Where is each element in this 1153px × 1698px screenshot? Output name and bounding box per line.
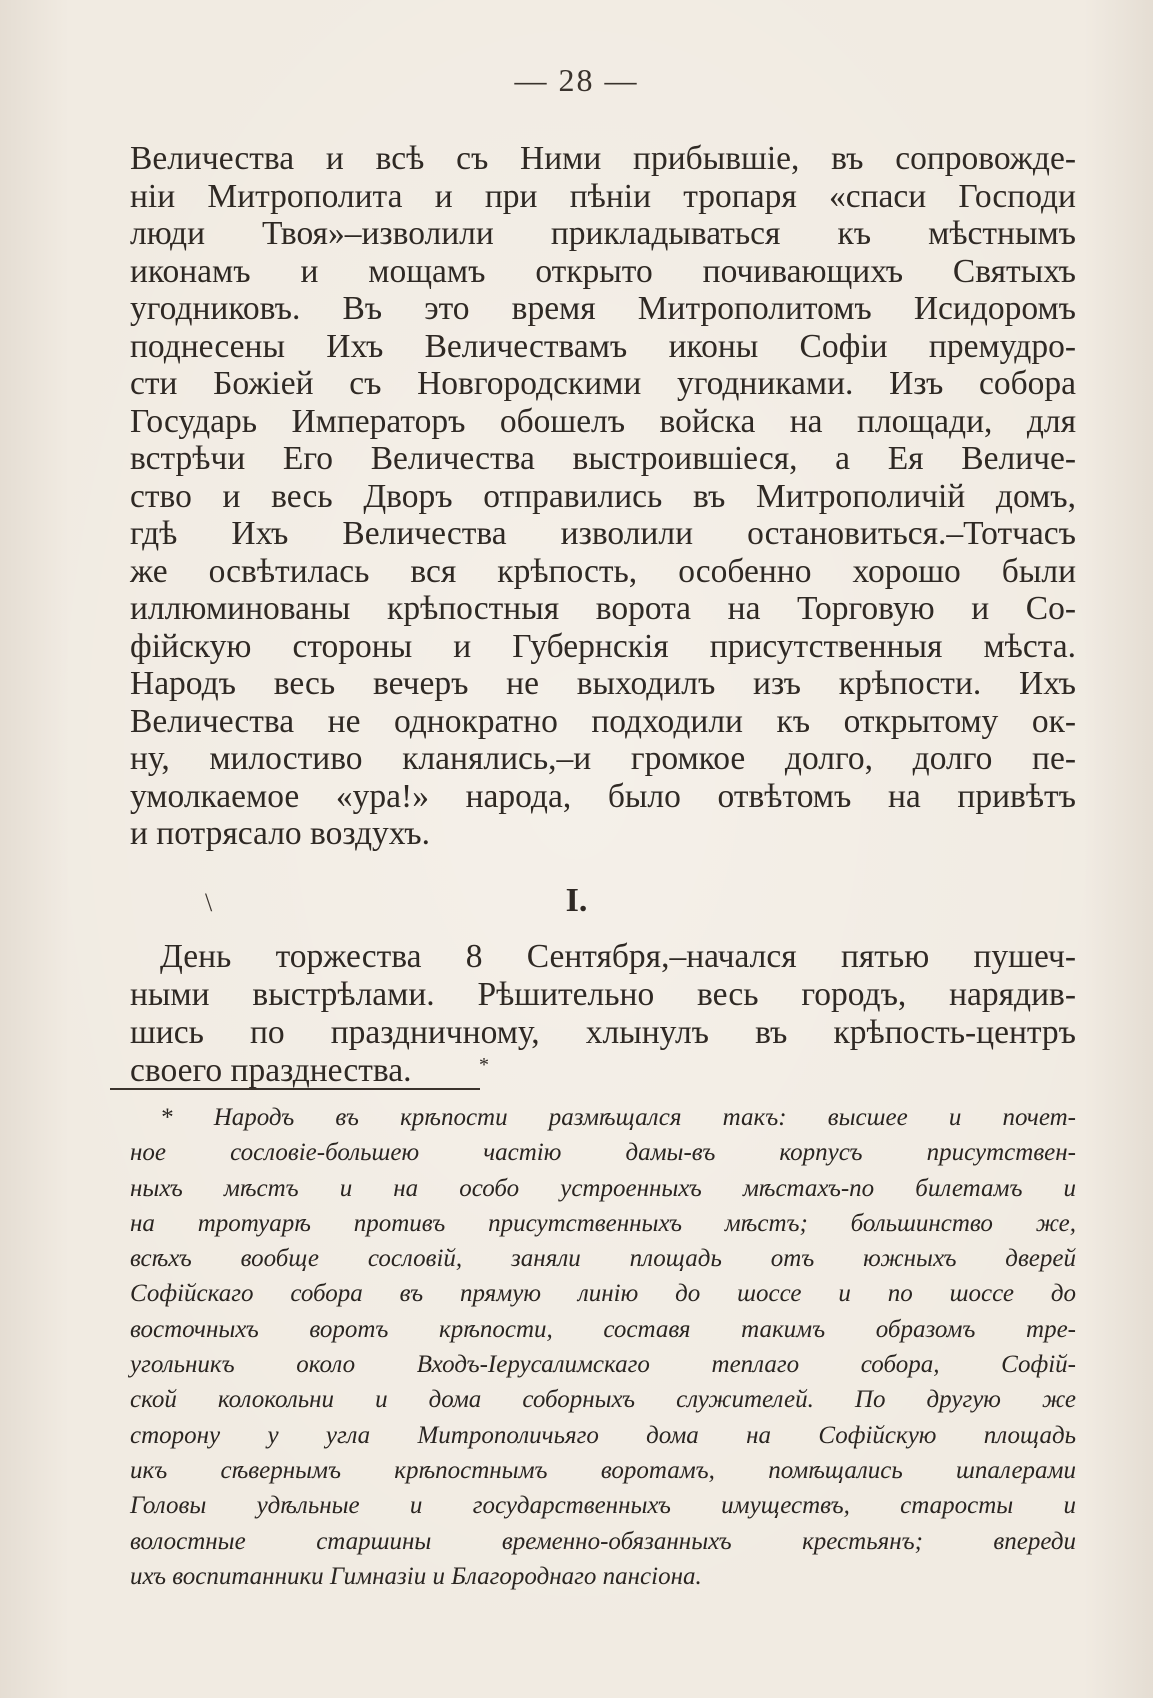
section-line: своего празднества.	[130, 1052, 412, 1089]
section-line: День торжества 8 Сентября,–начался пятью пушеч-	[160, 938, 1076, 975]
body-line: Народъ весь вечеръ не выходилъ изъ крѣпости. Ихъ	[130, 665, 1076, 702]
body-line: сти Божіей съ Новгородскими угодниками. Изъ собора	[130, 365, 1076, 402]
body-line: поднесены Ихъ Величествамъ иконы Софіи премудро-	[130, 327, 1076, 365]
body-line: ство и весь Дворъ отправились въ Митрополичій домъ,	[130, 477, 1076, 515]
body-line: встрѣчи Его Величества выстроившіеся, а Ея Величе-	[130, 440, 1076, 477]
body-line: гдѣ Ихъ Величества изволили остановиться.–Тотчасъ	[130, 515, 1076, 552]
footnote-line: на тротуарѣ противъ присутственныхъ мѣстъ; большинство же,	[130, 1209, 1076, 1237]
footnote-marker: *	[479, 1054, 489, 1076]
footnote-line: ской колокольни и дома соборныхъ служителей. По другую же	[130, 1386, 1076, 1414]
footnote-line: волостные старшины временно-обязанныхъ крестьянъ; впереди	[130, 1527, 1076, 1555]
body-line: Величества и всѣ съ Ними прибывшіе, въ сопровожде-	[130, 140, 1076, 177]
body-line: Величества не однократно подходили къ открытому ок-	[130, 702, 1076, 740]
footnote-line: всѣхъ вообще сословій, заняли площадь отъ южныхъ дверей	[130, 1245, 1076, 1273]
body-line: люди Твоя»–изволили прикладываться къ мѣстнымъ	[130, 215, 1076, 252]
section-text	[130, 938, 1076, 1090]
body-line: умолкаемое «ура!» народа, было отвѣтомъ на привѣтъ	[130, 777, 1076, 815]
footnote-line: Софійскаго собора въ прямую линію до шоссе и по шоссе до	[130, 1280, 1076, 1308]
body-line: и потрясало воздухъ.	[130, 815, 430, 852]
footnote-line: ное сословіе-большею частію дамы-въ корпусъ присутствен-	[130, 1139, 1076, 1167]
section-heading: I.	[565, 882, 588, 919]
body-line: же освѣтилась вся крѣпость, особенно хорошо были	[130, 552, 1076, 590]
body-text	[130, 140, 1076, 853]
body-line: ніи Митрополита и при пѣніи тропаря «спаси Господи	[130, 177, 1076, 215]
body-line: иллюминованы крѣпостныя ворота на Торговую и Со-	[130, 590, 1076, 627]
body-line: Государь Императоръ обошелъ войска на площади, для	[130, 402, 1076, 440]
section-line: ными выстрѣлами. Рѣшительно весь городъ, нарядив-	[130, 976, 1076, 1013]
pencil-mark: \	[205, 888, 213, 917]
footnote-line: восточныхъ воротъ крѣпости, составя такимъ образомъ тре-	[130, 1315, 1076, 1343]
footnote-rule	[110, 1088, 480, 1090]
body-line: иконамъ и мощамъ открыто почивающихъ Святыхъ	[130, 252, 1076, 290]
footnote-line: * Народъ въ крѣпости размѣщался такъ: высшее и почет-	[160, 1104, 1076, 1131]
section-line: шись по праздничному, хлынулъ въ крѣпость-центръ	[130, 1014, 1076, 1051]
footnote-line: угольникъ около Входъ-Іерусалимскаго теплаго собора, Софій-	[130, 1351, 1076, 1379]
footnote-line: ихъ воспитанники Гимназіи и Благороднаго пансіона.	[130, 1562, 702, 1590]
page-number: — 28 —	[514, 62, 639, 98]
footnote-line: ныхъ мѣстъ и на особо устроенныхъ мѣстахъ-по билетамъ и	[130, 1174, 1076, 1202]
footnote-line: Головы удѣльные и государственныхъ имуществъ, старосты и	[130, 1492, 1076, 1520]
footnote-line: сторону у угла Митрополичьяго дома на Софійскую площадь	[130, 1421, 1076, 1449]
body-line: фійскую стороны и Губернскія присутственныя мѣста.	[130, 627, 1076, 665]
footnote	[130, 1100, 1076, 1594]
body-line: ну, милостиво кланялись,–и громкое долго, долго пе-	[130, 740, 1076, 777]
footnote-line: икъ сѣвернымъ крѣпостнымъ воротамъ, помѣщались шпалерами	[130, 1456, 1076, 1484]
body-line: угодниковъ. Въ это время Митрополитомъ Исидоромъ	[130, 290, 1076, 327]
